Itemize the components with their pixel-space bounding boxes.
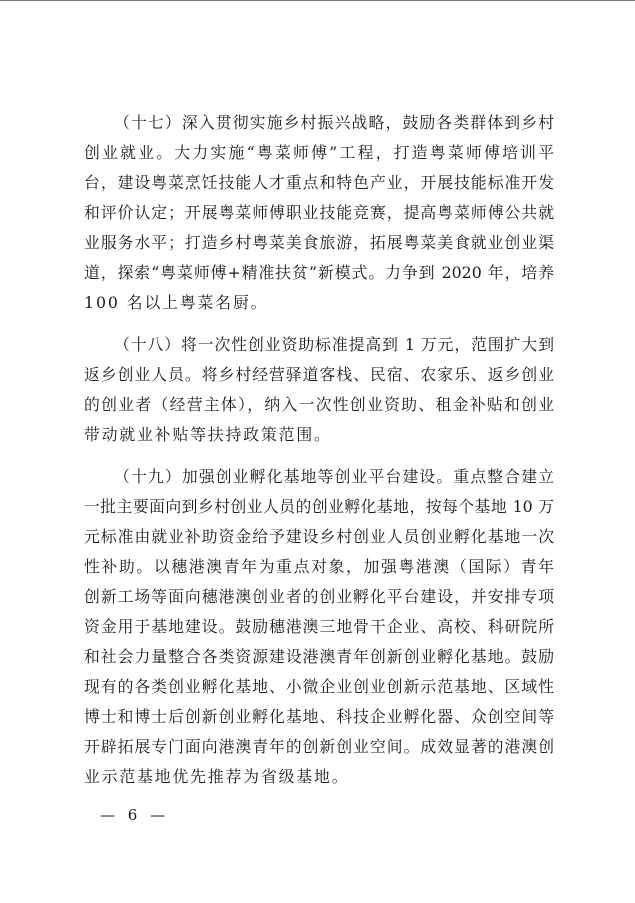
text-line: 返乡创业人员。将乡村经营驿道客栈、民宿、农家乐、返乡创业 — [84, 365, 554, 384]
text-line: （十九）加强创业孵化基地等创业平台建设。重点整合建立 — [114, 467, 554, 486]
text-line: （十七）深入贯彻实施乡村振兴战略，鼓励各类群体到乡村 — [114, 113, 554, 132]
text-line: 创业就业。大力实施“粤菜师傅”工程，打造粤菜师傅培训平 — [84, 143, 554, 162]
text-line: 带动就业补贴等扶持政策范围。 — [84, 425, 332, 444]
text-line: 100 名以上粤菜名厨。 — [84, 293, 269, 312]
paragraph-18 — [84, 330, 554, 450]
text-line: 博士和博士后创新创业孵化基地、科技企业孵化器、众创空间等 — [84, 707, 554, 726]
text-line: 创新工场等面向穗港澳创业者的创业孵化平台建设，并安排专项 — [84, 587, 554, 606]
text-line: 的创业者（经营主体），纳入一次性创业资助、租金补贴和创业 — [84, 395, 554, 414]
text-line: 和社会力量整合各类资源建设港澳青年创新创业孵化基地。鼓励 — [84, 647, 554, 666]
paragraph-19 — [84, 462, 554, 792]
paragraph-17 — [84, 108, 554, 318]
text-line: （十八）将一次性创业资助标准提高到 1 万元，范围扩大到 — [114, 335, 554, 354]
text-line: 开辟拓展专门面向港澳青年的创新创业空间。成效显著的港澳创 — [84, 737, 554, 756]
text-line: 台，建设粤菜烹饪技能人才重点和特色产业，开展技能标准开发 — [84, 173, 554, 192]
text-line: 业示范基地优先推荐为省级基地。 — [84, 767, 350, 786]
document-body — [84, 108, 554, 792]
text-line: 业服务水平；打造乡村粤菜美食旅游，拓展粤菜美食就业创业渠 — [84, 233, 554, 252]
text-line: 性补助。以穗港澳青年为重点对象，加强粤港澳（国际）青年 — [84, 557, 554, 576]
text-line: 一批主要面向到乡村创业人员的创业孵化基地，按每个基地 10 万 — [84, 497, 554, 516]
text-line: 和评价认定；开展粤菜师傅职业技能竞赛，提高粤菜师傅公共就 — [84, 203, 554, 222]
page-number: — 6 — — [100, 806, 170, 824]
text-line: 资金用于基地建设。鼓励穗港澳三地骨干企业、高校、科研院所 — [84, 617, 554, 636]
text-line: 元标准由就业补助资金给予建设乡村创业人员创业孵化基地一次 — [84, 527, 554, 546]
text-line: 道，探索“粤菜师傅+精准扶贫”新模式。力争到 2020 年，培养 — [84, 263, 554, 282]
page-top-border — [0, 0, 635, 1]
text-line: 现有的各类创业孵化基地、小微企业创业创新示范基地、区域性 — [84, 677, 554, 696]
